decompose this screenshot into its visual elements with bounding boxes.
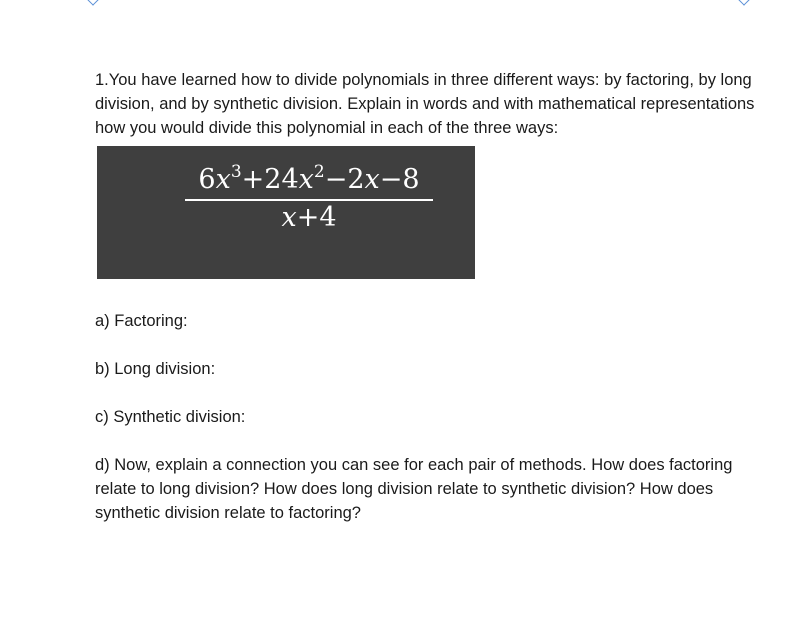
den-term: +4 bbox=[296, 202, 337, 233]
num-term: 6 bbox=[198, 164, 216, 195]
num-exponent: 3 bbox=[230, 162, 242, 182]
num-term: −2 bbox=[324, 164, 365, 195]
num-var: x bbox=[364, 164, 380, 195]
question-content bbox=[95, 68, 755, 525]
part-b-long-division: b) Long division: bbox=[95, 360, 216, 378]
num-var: x bbox=[215, 164, 231, 195]
formula-image bbox=[97, 146, 475, 279]
polynomial-fraction bbox=[185, 164, 433, 235]
num-var: x bbox=[298, 164, 314, 195]
chevron-down-icon bbox=[87, 0, 98, 6]
num-term: −8 bbox=[379, 164, 420, 195]
fraction-numerator bbox=[185, 164, 433, 199]
den-var: x bbox=[281, 202, 297, 233]
top-edge bbox=[0, 0, 800, 3]
fraction-denominator bbox=[185, 201, 433, 235]
question-text: 1.You have learned how to divide polynomials in three different ways: by factoring, by long division, and by synthetic division. Explain in words and with mathematical representations how you would divide this polynomial in each of the three ways: bbox=[95, 71, 755, 137]
part-a-factoring: a) Factoring: bbox=[95, 312, 188, 330]
num-exponent: 2 bbox=[313, 162, 325, 182]
num-term: +24 bbox=[241, 164, 299, 195]
part-c-synthetic-division: c) Synthetic division: bbox=[95, 408, 246, 426]
chevron-down-icon bbox=[738, 0, 749, 6]
part-d-connections: d) Now, explain a connection you can see for each pair of methods. How does factoring relate to long division? How does long division relate to synthetic division? How does synthetic division relate to factoring? bbox=[95, 456, 733, 522]
